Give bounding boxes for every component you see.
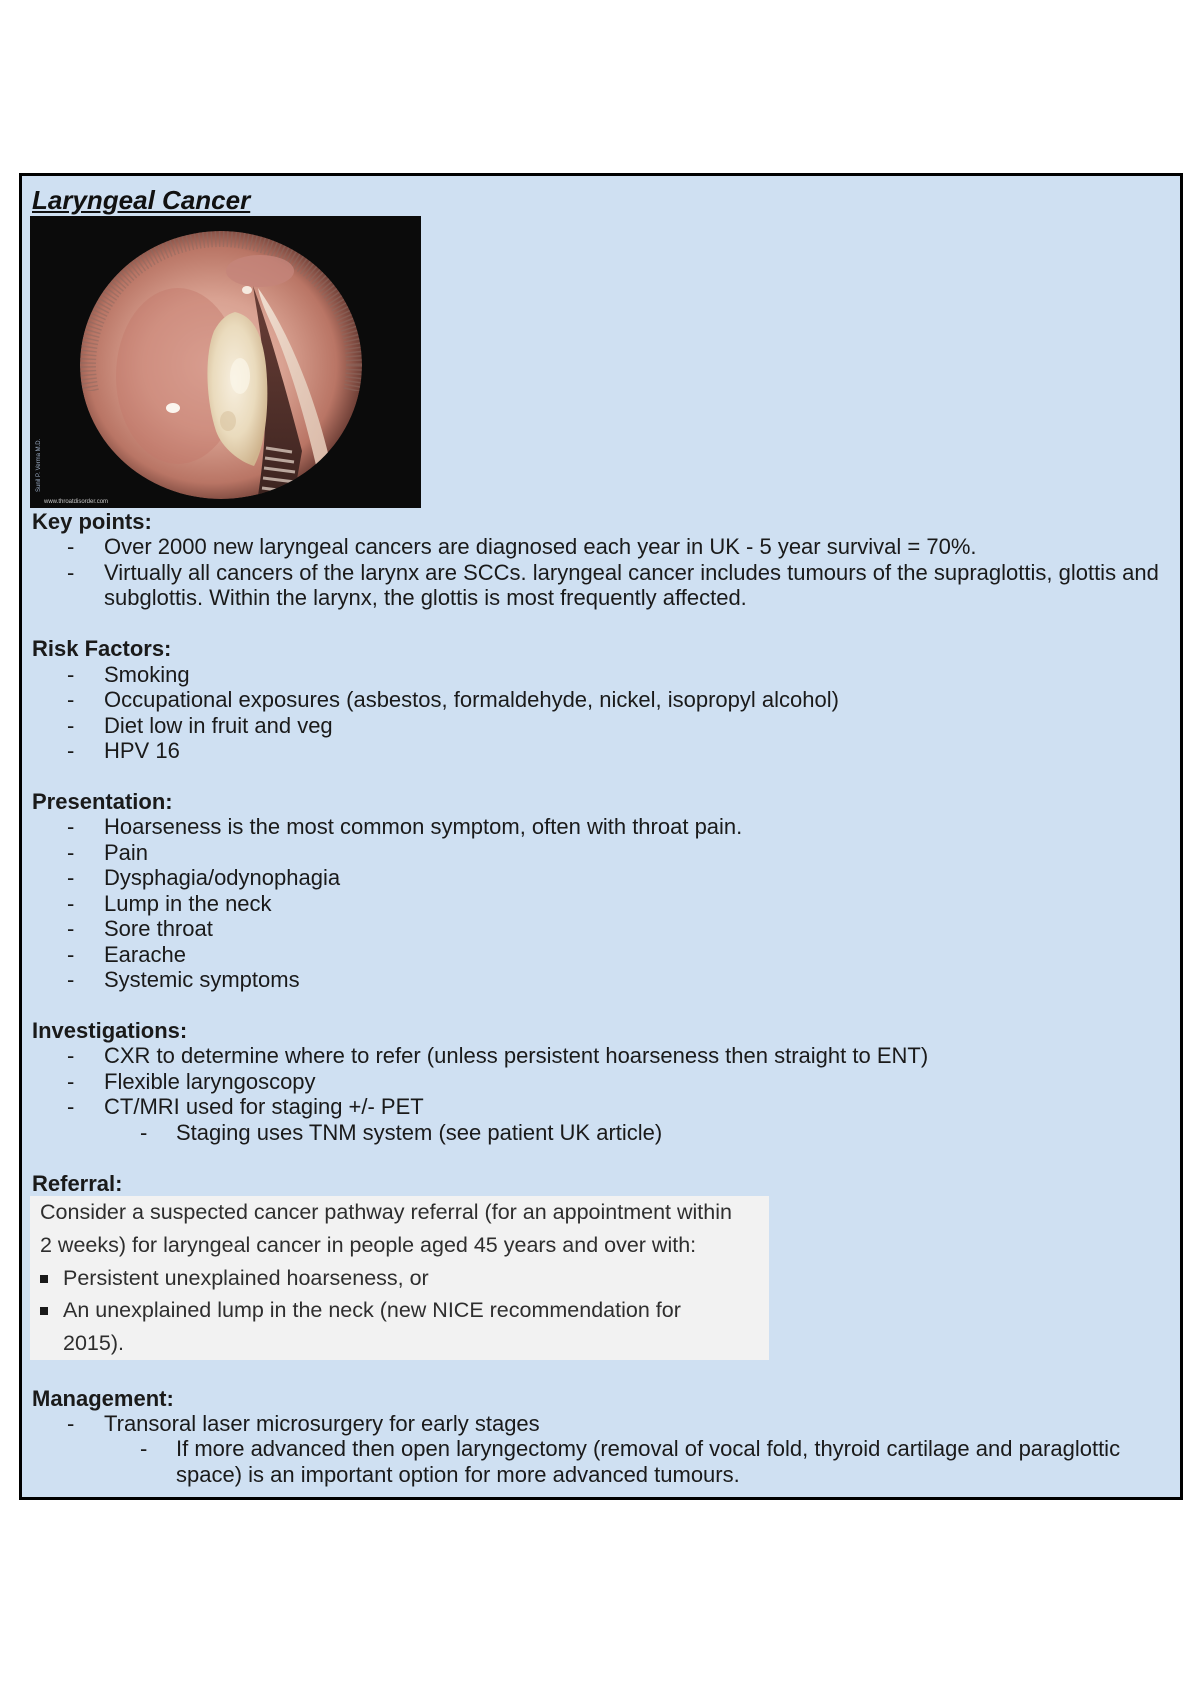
list-item-text: CXR to determine where to refer (unless persistent hoarseness then straight to ENT) xyxy=(104,1043,929,1069)
section-heading-referral: Referral: xyxy=(32,1170,123,1196)
note-panel xyxy=(19,173,1183,1500)
key-points-section xyxy=(32,509,1170,611)
list-dash: - xyxy=(67,941,75,967)
list-item xyxy=(32,916,1170,941)
sub-list-item-text: If more advanced then open laryngectomy (removal of vocal fold, thyroid cartilage and paraglottic space) is an important option for more advanced tumours. xyxy=(176,1436,1121,1487)
referral-guideline-box xyxy=(30,1196,769,1360)
section-heading-investigations: Investigations: xyxy=(32,1017,188,1043)
list-item xyxy=(32,840,1170,865)
list-item xyxy=(32,687,1170,712)
laryngoscopy-image xyxy=(30,216,421,508)
referral-bullet-text: An unexplained lump in the neck (new NICE recommendation for 2015). xyxy=(63,1298,681,1356)
list-dash: - xyxy=(67,738,75,764)
list-item-text: Transoral laser microsurgery for early stages xyxy=(104,1410,540,1436)
list-item-text: Dysphagia/odynophagia xyxy=(104,865,341,891)
list-dash: - xyxy=(67,814,75,840)
list-item xyxy=(32,1411,1170,1436)
list-item xyxy=(32,738,1170,763)
list-item-text: Over 2000 new laryngeal cancers are diagnosed each year in UK - 5 year survival = 70%. xyxy=(104,534,977,560)
list-dash: - xyxy=(67,1410,75,1436)
list-item-text: Virtually all cancers of the larynx are SCCs. laryngeal cancer includes tumours of the supraglottis, glottis and subglottis. Within the larynx, the glottis is most frequently affected. xyxy=(104,559,1159,611)
list-item-text: Earache xyxy=(104,941,186,967)
sub-list-item xyxy=(32,1120,1170,1145)
list-dash: - xyxy=(67,687,75,713)
list-dash: - xyxy=(67,712,75,738)
referral-bullet xyxy=(40,1262,740,1295)
list-item xyxy=(32,814,1170,839)
list-item xyxy=(32,560,1170,611)
list-item-text: Smoking xyxy=(104,661,190,687)
list-item xyxy=(32,865,1170,890)
referral-bullet-text: Persistent unexplained hoarseness, or xyxy=(63,1265,429,1290)
section-heading-key-points: Key points: xyxy=(32,509,152,534)
referral-section xyxy=(32,1171,1170,1360)
square-bullet-icon xyxy=(40,1275,48,1283)
list-item xyxy=(32,534,1170,559)
list-item-text: CT/MRI used for staging +/- PET xyxy=(104,1094,424,1120)
referral-bullet xyxy=(40,1294,740,1360)
risk-factors-section xyxy=(32,636,1170,763)
list-item xyxy=(32,713,1170,738)
list-item xyxy=(32,967,1170,992)
management-section xyxy=(32,1386,1170,1488)
list-item xyxy=(32,662,1170,687)
endoscopic-view xyxy=(80,231,362,499)
list-item xyxy=(32,1043,1170,1068)
list-dash: - xyxy=(67,559,75,585)
watermark-site: www.throatdisorder.com xyxy=(44,499,109,505)
list-item-text: Pain xyxy=(104,839,149,865)
list-item xyxy=(32,1069,1170,1094)
list-dash: - xyxy=(67,534,75,560)
bullet-marker xyxy=(40,1294,63,1327)
watermark-credit: Sunil P. Verma M.D. xyxy=(36,438,42,492)
sub-list-item xyxy=(32,1436,1170,1487)
list-item xyxy=(32,942,1170,967)
list-item xyxy=(32,891,1170,916)
list-dash: - xyxy=(67,1068,75,1094)
sub-list-item-text: Staging uses TNM system (see patient UK article) xyxy=(176,1119,663,1145)
presentation-section xyxy=(32,789,1170,993)
list-dash: - xyxy=(67,661,75,687)
section-heading-risk-factors: Risk Factors: xyxy=(32,636,172,662)
list-item-text: Lump in the neck xyxy=(104,890,272,916)
list-dash: - xyxy=(67,865,75,891)
list-item xyxy=(32,1094,1170,1119)
list-dash: - xyxy=(140,1119,148,1145)
section-heading-management: Management: xyxy=(32,1385,174,1411)
list-item-text: HPV 16 xyxy=(104,738,180,764)
referral-intro: Consider a suspected cancer pathway referral (for an appointment within 2 weeks) for laryngeal cancer in people aged 45 years and over with: xyxy=(40,1200,732,1257)
list-dash: - xyxy=(67,1043,75,1069)
page-title: Laryngeal Cancer xyxy=(32,185,251,215)
list-item-text: Occupational exposures (asbestos, formaldehyde, nickel, isopropyl alcohol) xyxy=(104,687,839,713)
list-dash: - xyxy=(67,916,75,942)
square-bullet-icon xyxy=(40,1307,48,1315)
list-item-text: Systemic symptoms xyxy=(104,967,300,993)
list-dash: - xyxy=(67,1094,75,1120)
list-item-text: Hoarseness is the most common symptom, often with throat pain. xyxy=(104,814,743,840)
list-item-text: Diet low in fruit and veg xyxy=(104,712,333,738)
list-dash: - xyxy=(67,967,75,993)
list-dash: - xyxy=(140,1436,148,1462)
section-heading-presentation: Presentation: xyxy=(32,788,173,814)
list-item-text: Sore throat xyxy=(104,916,213,942)
investigations-section xyxy=(32,1018,1170,1145)
bullet-marker xyxy=(40,1262,63,1295)
list-dash: - xyxy=(67,890,75,916)
list-item-text: Flexible laryngoscopy xyxy=(104,1068,316,1094)
list-dash: - xyxy=(67,839,75,865)
